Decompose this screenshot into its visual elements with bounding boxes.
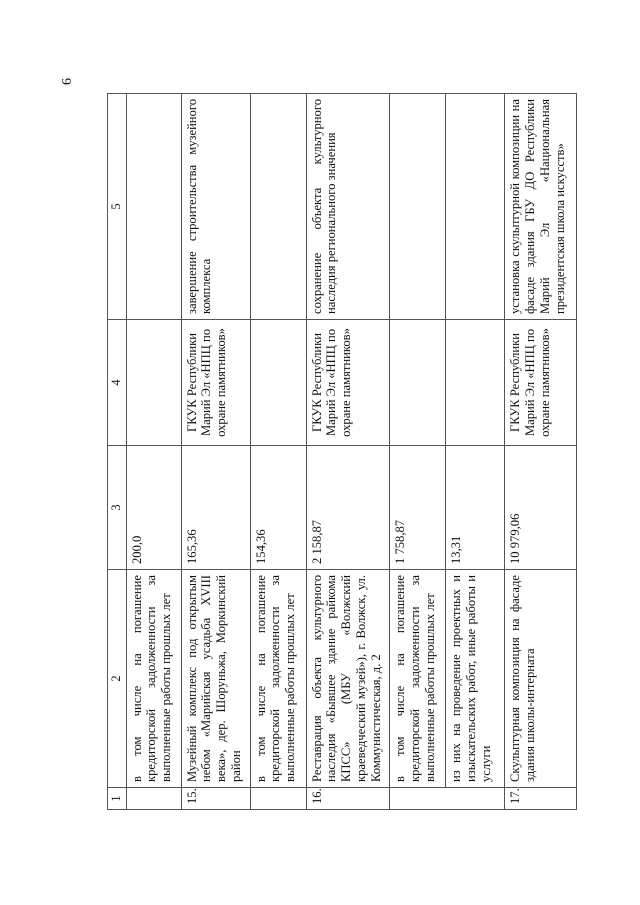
column-header: 4 [108,320,127,446]
row-amount: 1 758,87 [389,446,445,570]
program-table [107,93,577,810]
row-executor: ГКУК Республики Марий Эл «НПЦ по охране памятников» [504,320,576,446]
row-result [250,94,306,320]
row-name: из них на проведение проектных и изыскательских работ, иные работы и услуги [445,570,504,788]
row-executor [445,320,504,446]
table-row [389,94,445,810]
row-number [389,788,445,810]
column-header: 5 [108,94,127,320]
row-executor: ГКУК Республики Марий Эл «НПЦ по охране памятников» [306,320,389,446]
row-result [389,94,445,320]
row-result: сохранение объекта культурного наследия регионального значения [306,94,389,320]
page-number: 6 [60,78,75,85]
table-row [126,94,181,810]
row-result: установка скульптурной композиции на фасаде здания ГБУ ДО Республики Марий Эл «Национальная президентская школа искусств» [504,94,576,320]
column-header: 1 [108,788,127,810]
row-amount: 165,36 [181,446,250,570]
row-name: в том числе на погашение кредиторской задолженности за выполненные работы прошлых лет [126,570,181,788]
row-name: Музейный комплекс под открытым небом «Марийская усадьба XVIII века», дер. Шоруньжа, Моркинский район [181,570,250,788]
row-name: Реставрация объекта культурного наследия «Бывшее здание райкома КПСС» (МБУ «Волжский краеведческий музей»), г. Волжск, ул. Коммунистическая, д. 2 [306,570,389,788]
row-number [126,788,181,810]
table-row [445,94,504,810]
row-amount: 154,36 [250,446,306,570]
row-name: в том числе на погашение кредиторской задолженности за выполненные работы прошлых лет [250,570,306,788]
row-result [126,94,181,320]
row-executor [389,320,445,446]
table-row [504,94,576,810]
row-number: 16. [306,788,389,810]
table-row [181,94,250,810]
row-executor: ГКУК Республики Марий Эл «НПЦ по охране памятников» [181,320,250,446]
row-amount: 10 979,06 [504,446,576,570]
row-result: завершение строительства музейного комплекса [181,94,250,320]
row-amount: 13,31 [445,446,504,570]
row-name: Скульптурная композиция на фасаде здания школы-интерната [504,570,576,788]
row-number [445,788,504,810]
column-header: 2 [108,570,127,788]
row-number: 17. [504,788,576,810]
row-amount: 200,0 [126,446,181,570]
row-executor [250,320,306,446]
row-number [250,788,306,810]
table-row [250,94,306,810]
row-executor [126,320,181,446]
table-header-row [108,94,127,810]
row-number: 15. [181,788,250,810]
row-name: в том числе на погашение кредиторской задолженности за выполненные работы прошлых лет [389,570,445,788]
column-header: 3 [108,446,127,570]
table-row [306,94,389,810]
row-amount: 2 158,87 [306,446,389,570]
row-result [445,94,504,320]
